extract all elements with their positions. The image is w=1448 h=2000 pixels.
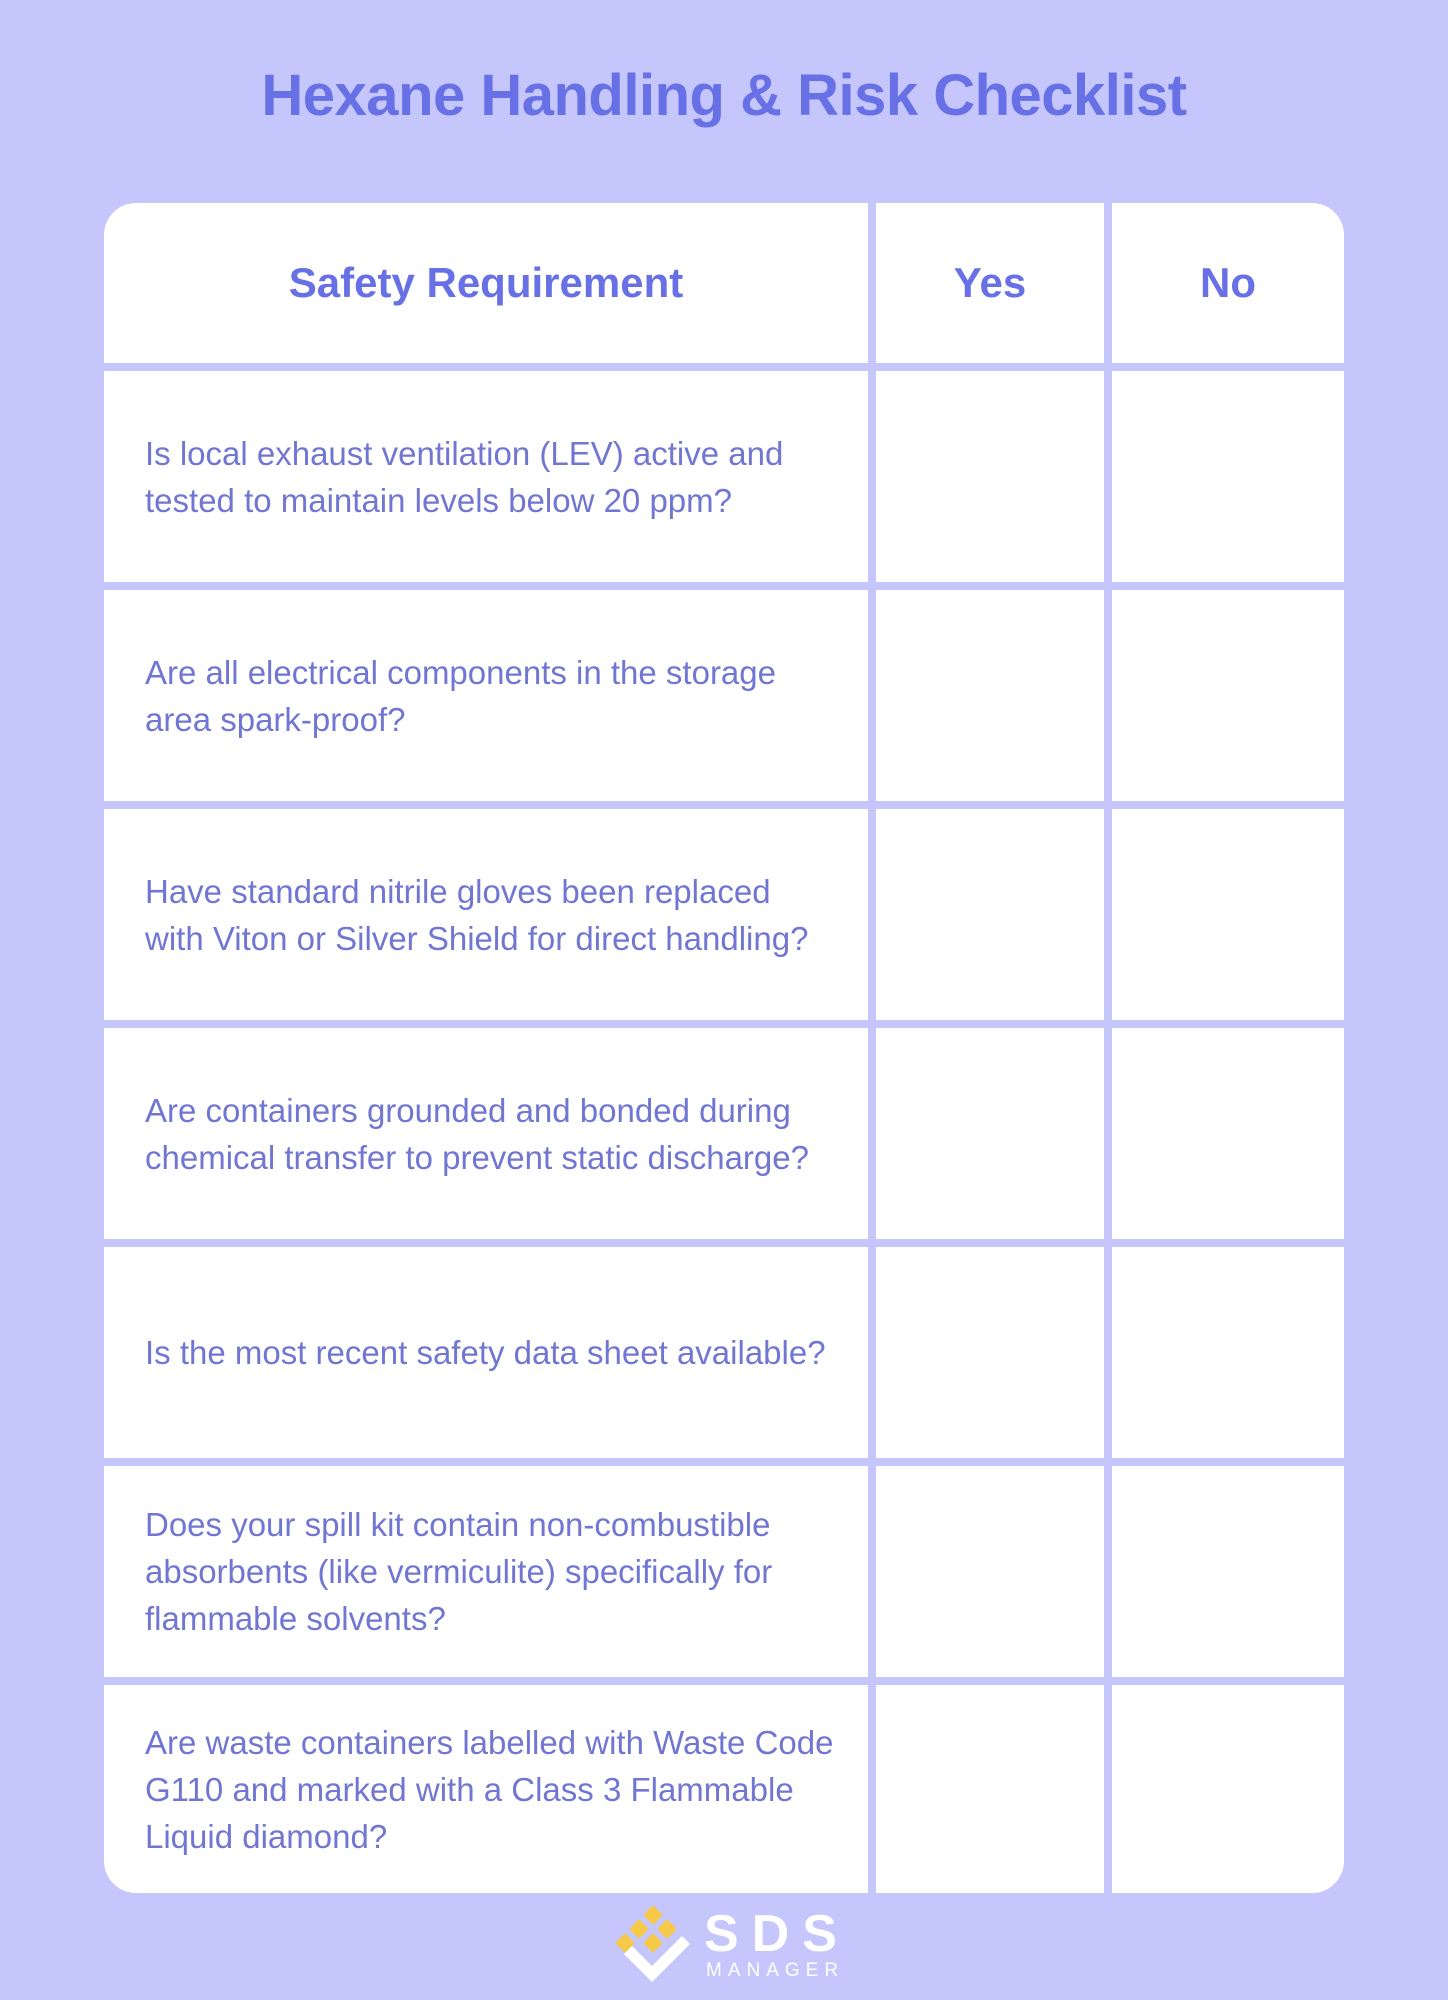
yes-checkbox-cell[interactable] bbox=[876, 1685, 1104, 1893]
header-no: No bbox=[1112, 203, 1344, 363]
sds-manager-logo bbox=[612, 1904, 850, 1986]
no-checkbox-cell[interactable] bbox=[1112, 371, 1344, 582]
requirement-cell: Have standard nitrile gloves been replaced with Viton or Silver Shield for direct handling? bbox=[104, 809, 868, 1020]
requirement-cell: Are waste containers labelled with Waste Code G110 and marked with a Class 3 Flammable Liquid diamond? bbox=[104, 1685, 868, 1893]
logo-subtitle: MANAGER bbox=[706, 1960, 845, 1981]
requirement-cell: Are containers grounded and bonded during chemical transfer to prevent static discharge? bbox=[104, 1028, 868, 1239]
no-checkbox-cell[interactable] bbox=[1112, 1028, 1344, 1239]
requirement-cell: Does your spill kit contain non-combustible absorbents (like vermiculite) specifically for flammable solvents? bbox=[104, 1466, 868, 1677]
yes-checkbox-cell[interactable] bbox=[876, 809, 1104, 1020]
yes-checkbox-cell[interactable] bbox=[876, 1247, 1104, 1458]
sds-diamond-logo-icon bbox=[612, 1904, 702, 1986]
header-safety-requirement: Safety Requirement bbox=[104, 203, 868, 363]
no-checkbox-cell[interactable] bbox=[1112, 590, 1344, 801]
no-checkbox-cell[interactable] bbox=[1112, 1466, 1344, 1677]
requirement-cell: Are all electrical components in the storage area spark-proof? bbox=[104, 590, 868, 801]
yes-checkbox-cell[interactable] bbox=[876, 1466, 1104, 1677]
logo-wordmark: SDS bbox=[704, 1905, 850, 1963]
requirement-cell: Is local exhaust ventilation (LEV) active and tested to maintain levels below 20 ppm? bbox=[104, 371, 868, 582]
no-checkbox-cell[interactable] bbox=[1112, 1247, 1344, 1458]
yes-checkbox-cell[interactable] bbox=[876, 1028, 1104, 1239]
page-title: Hexane Handling & Risk Checklist bbox=[261, 63, 1187, 128]
checklist-table bbox=[104, 203, 1344, 1893]
requirement-cell: Is the most recent safety data sheet available? bbox=[104, 1247, 868, 1458]
header-yes: Yes bbox=[876, 203, 1104, 363]
no-checkbox-cell[interactable] bbox=[1112, 809, 1344, 1020]
yes-checkbox-cell[interactable] bbox=[876, 590, 1104, 801]
no-checkbox-cell[interactable] bbox=[1112, 1685, 1344, 1893]
yes-checkbox-cell[interactable] bbox=[876, 371, 1104, 582]
